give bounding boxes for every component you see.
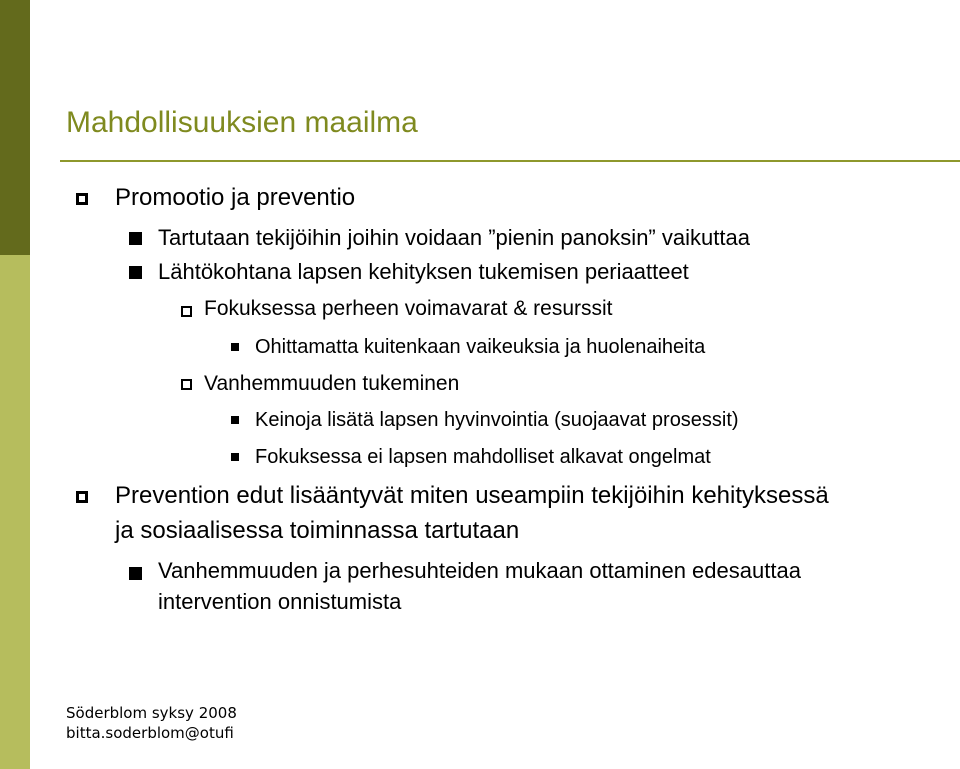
- bullet-level1: Promootio ja preventio: [115, 184, 356, 211]
- slide-title: Mahdollisuuksien maailma: [66, 106, 418, 139]
- hollow-square-bullet-icon: [181, 306, 192, 317]
- solid-square-bullet-icon: [231, 416, 239, 424]
- bullet-level2: Vanhemmuuden ja perhesuhteiden mukaan ottaminen edesauttaa: [158, 558, 801, 583]
- bullet-level2: Tartutaan tekijöihin joihin voidaan ”pienin panoksin” vaikuttaa: [158, 225, 750, 250]
- footer-email: bitta.soderblom@otufi: [66, 724, 234, 742]
- bullet-level3: Fokuksessa perheen voimavarat & resurssit: [204, 297, 613, 320]
- bullet-level4: Keinoja lisätä lapsen hyvinvointia (suojaavat prosessit): [255, 409, 739, 431]
- bullet-level3: Vanhemmuuden tukeminen: [204, 372, 460, 395]
- solid-square-bullet-icon: [129, 232, 142, 245]
- solid-square-bullet-icon: [129, 567, 142, 580]
- title-divider: [60, 160, 960, 162]
- solid-square-bullet-icon: [129, 266, 142, 279]
- decorative-bar-light: [0, 255, 30, 769]
- bullet-level1-continuation: ja sosiaalisessa toiminnassa tartutaan: [115, 517, 520, 544]
- solid-square-bullet-icon: [231, 453, 239, 461]
- hollow-square-bullet-icon: [181, 379, 192, 390]
- hollow-square-bullet-icon: [76, 491, 88, 503]
- footer-author: Söderblom syksy 2008: [66, 704, 237, 722]
- bullet-level4: Ohittamatta kuitenkaan vaikeuksia ja huolenaiheita: [255, 336, 706, 358]
- hollow-square-bullet-icon: [76, 193, 88, 205]
- bullet-level2: Lähtökohtana lapsen kehityksen tukemisen periaatteet: [158, 259, 689, 284]
- bullet-level2-continuation: intervention onnistumista: [158, 589, 402, 614]
- bullet-level4: Fokuksessa ei lapsen mahdolliset alkavat ongelmat: [255, 446, 711, 468]
- bullet-level1: Prevention edut lisääntyvät miten useampiin tekijöihin kehityksessä: [115, 482, 829, 509]
- decorative-bar-dark: [0, 0, 30, 255]
- solid-square-bullet-icon: [231, 343, 239, 351]
